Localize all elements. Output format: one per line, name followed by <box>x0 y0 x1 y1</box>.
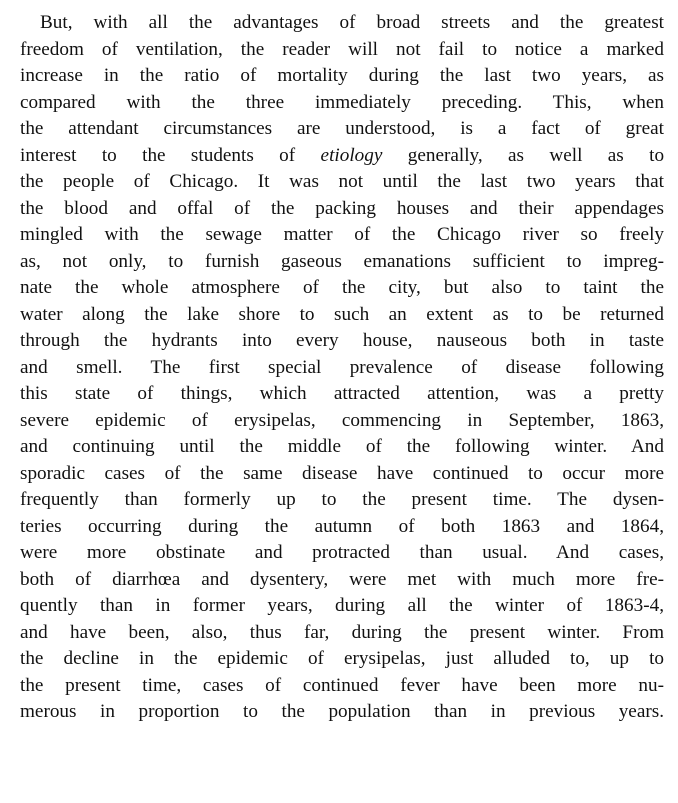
text-line: quently than in former years, during all the winter of 1863-4, <box>20 595 664 616</box>
text-line: and continuing until the middle of the following winter. And <box>20 436 664 457</box>
text-line: the people of Chicago. It was not until the last two years that <box>20 171 664 192</box>
document-page <box>20 10 678 726</box>
italic-term: etiology <box>320 144 383 166</box>
text-line: the decline in the epidemic of erysipelas, just alluded to, up to <box>20 648 664 669</box>
text-line: sporadic cases of the same disease have continued to occur more <box>20 462 664 484</box>
text-segment: interest to the students of <box>20 144 296 166</box>
text-line: both of diarrhœa and dysentery, were met with much more fre- <box>20 568 664 590</box>
text-line: mingled with the sewage matter of the Chicago river so freely <box>20 224 664 245</box>
text-line: as, not only, to furnish gaseous emanations sufficient to impreg- <box>20 250 664 272</box>
text-line: compared with the three immediately preceding. This, when <box>20 91 664 113</box>
text-line: But, with all the advantages of broad streets and the greatest <box>40 12 664 33</box>
text-line: the blood and offal of the packing houses and their appendages <box>20 197 664 219</box>
text-line: were more obstinate and protracted than usual. And cases, <box>20 542 664 563</box>
text-line: merous in proportion to the population than in previous years. <box>20 701 664 722</box>
text-line: through the hydrants into every house, nauseous both in taste <box>20 330 664 351</box>
text-line: freedom of ventilation, the reader will not fail to notice a marked <box>20 38 664 60</box>
text-line: this state of things, which attracted attention, was a pretty <box>20 383 664 404</box>
text-line: the attendant circumstances are understood, is a fact of great <box>20 118 664 139</box>
text-line: teries occurring during the autumn of both 1863 and 1864, <box>20 515 664 537</box>
text-line: water along the lake shore to such an extent as to be returned <box>20 303 664 325</box>
text-line: severe epidemic of erysipelas, commencing in September, 1863, <box>20 409 664 431</box>
text-line: nate the whole atmosphere of the city, but also to taint the <box>20 277 664 298</box>
text-line: and smell. The first special prevalence of disease following <box>20 356 664 378</box>
text-line <box>20 143 664 170</box>
text-segment: generally, as well as to <box>407 144 665 166</box>
text-line: and have been, also, thus far, during the present winter. From <box>20 621 664 643</box>
text-line: frequently than formerly up to the present time. The dysen- <box>20 489 664 510</box>
text-line: the present time, cases of continued fever have been more nu- <box>20 674 664 696</box>
text-line: increase in the ratio of mortality during the last two years, as <box>20 65 664 86</box>
